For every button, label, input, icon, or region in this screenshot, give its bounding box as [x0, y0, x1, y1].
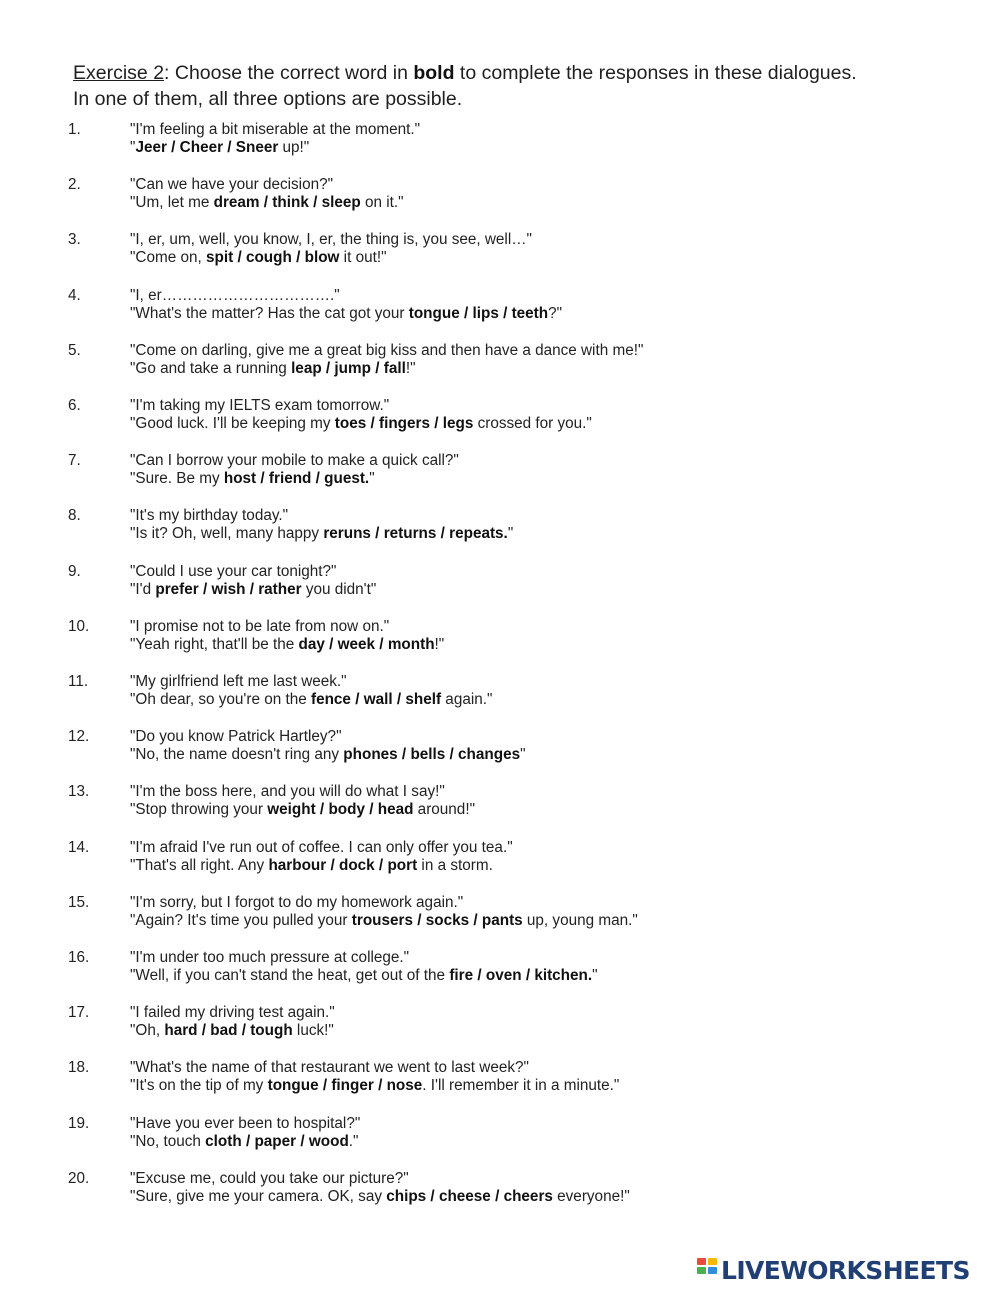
option-separator: /: [459, 304, 473, 322]
logo-block-l: [697, 1258, 706, 1265]
response-text-post: around!": [413, 801, 475, 819]
answer-option[interactable]: teeth: [511, 304, 549, 322]
option-separator: /: [413, 911, 426, 929]
option-separator: /: [397, 746, 411, 764]
response-text-post: in a storm.: [417, 856, 493, 874]
response-text-post: it out!": [339, 249, 387, 267]
dialogue-prompt: "Can we have your decision?": [130, 176, 334, 194]
option-separator: /: [469, 911, 482, 929]
response-text-pre: "Good luck. I'll be keeping my: [130, 415, 335, 432]
dialogue-item: [68, 727, 968, 771]
answer-option[interactable]: head: [377, 801, 414, 819]
item-number: 8.: [68, 507, 81, 525]
answer-option[interactable]: kitchen.: [534, 967, 593, 984]
response-text-pre: "That's all right. Any: [130, 856, 269, 874]
item-number: 10.: [68, 617, 90, 635]
logo-block-v: [697, 1267, 706, 1274]
response-text-pre: "No, the name doesn't ring any: [130, 746, 344, 764]
response-text-post: up!": [278, 139, 310, 156]
option-separator: /: [364, 801, 378, 819]
answer-option[interactable]: paper: [254, 1132, 297, 1150]
response-text-post: ": [520, 746, 526, 764]
exercise-instructions: [73, 60, 973, 112]
answer-option[interactable]: reruns: [323, 525, 371, 543]
option-separator: /: [259, 194, 273, 212]
dialogue-prompt: "Have you ever been to hospital?": [130, 1114, 361, 1132]
answer-option[interactable]: wall: [363, 691, 393, 708]
dialogue-prompt: "My girlfriend left me last week.": [130, 673, 347, 690]
dialogue-item: [68, 672, 968, 716]
response-text-post: on it.": [360, 194, 404, 212]
dialogue-prompt: "What's the name of that restaurant we went to last week?": [130, 1059, 529, 1077]
answer-option[interactable]: socks: [425, 911, 470, 929]
answer-option[interactable]: fingers: [378, 415, 430, 432]
item-number: 4.: [68, 286, 81, 304]
answer-option[interactable]: cheese: [438, 1187, 491, 1205]
dialogue-response: [130, 911, 638, 930]
item-number: 19.: [68, 1114, 90, 1132]
dialogue-item: [68, 838, 968, 882]
option-separator: /: [373, 1077, 387, 1095]
answer-option[interactable]: finger: [331, 1077, 374, 1095]
item-number: 3.: [68, 231, 81, 249]
response-text-post: up, young man.": [522, 911, 638, 929]
option-separator: /: [445, 746, 459, 764]
answer-option[interactable]: jump: [334, 359, 371, 377]
option-separator: /: [197, 1022, 211, 1040]
dialogue-item: [68, 617, 968, 661]
response-text-post: ": [369, 470, 375, 488]
item-number: 17.: [68, 1004, 90, 1022]
answer-option[interactable]: wood: [308, 1132, 349, 1150]
answer-option[interactable]: lips: [472, 304, 499, 322]
dialogue-prompt: "Can I borrow your mobile to make a quick call?": [130, 452, 459, 470]
dialogue-prompt: "I failed my driving test again.": [130, 1004, 335, 1022]
dialogue-response: [130, 138, 309, 157]
answer-option[interactable]: phones: [343, 746, 398, 764]
item-number: 5.: [68, 341, 81, 359]
dialogue-item: [68, 562, 968, 606]
answer-option[interactable]: guest.: [324, 470, 370, 488]
exercise-label: Exercise 2: [73, 62, 165, 84]
answer-option[interactable]: blow: [304, 249, 340, 267]
response-text-pre: "I'd: [130, 580, 156, 598]
answer-option[interactable]: tough: [250, 1022, 293, 1040]
response-text-post: . I'll remember it in a minute.": [422, 1077, 620, 1095]
answer-option[interactable]: port: [387, 856, 418, 874]
item-number: 12.: [68, 728, 90, 746]
response-text-pre: ": [130, 139, 136, 156]
option-separator: /: [166, 139, 180, 156]
answer-option[interactable]: dream: [213, 194, 260, 212]
response-text-pre: "Again? It's time you pulled your: [130, 911, 352, 929]
answer-option[interactable]: returns: [383, 525, 437, 543]
instruction-line-2: In one of them, all three options are possible.: [73, 88, 463, 110]
dialogue-item: [68, 1114, 968, 1158]
dialogue-item: [68, 396, 968, 440]
dialogue-prompt: "I, er, um, well, you know, I, er, the thing is, you see, well…": [130, 231, 532, 249]
option-separator: /: [366, 415, 379, 432]
dialogue-response: [130, 248, 387, 267]
response-text-post: ?": [548, 304, 563, 322]
response-text-post: again.": [441, 691, 493, 708]
dialogue-response: [130, 524, 513, 543]
option-separator: /: [521, 967, 535, 984]
response-text-pre: "Sure. Be my: [130, 470, 224, 488]
option-separator: /: [241, 1132, 255, 1150]
dialogue-item: [68, 1058, 968, 1102]
item-number: 9.: [68, 562, 81, 580]
answer-option[interactable]: Cheer: [179, 139, 224, 156]
item-number: 14.: [68, 838, 90, 856]
item-number: 2.: [68, 176, 81, 194]
option-separator: /: [308, 194, 322, 212]
dialogue-response: [130, 1021, 334, 1040]
answer-option[interactable]: nose: [386, 1077, 423, 1095]
dialogue-item: [68, 120, 968, 164]
dialogue-response: [130, 1187, 630, 1206]
dialogue-prompt: "I'm under too much pressure at college.": [130, 949, 410, 966]
logo-text: LIVEWORKSHEETS: [721, 1256, 970, 1285]
answer-option[interactable]: body: [328, 801, 365, 819]
answer-option[interactable]: leap: [291, 359, 322, 377]
dialogue-prompt: "I'm afraid I've run out of coffee. I can only offer you tea.": [130, 838, 513, 856]
answer-option[interactable]: rather: [258, 580, 302, 598]
answer-option[interactable]: trousers: [351, 911, 413, 929]
option-separator: /: [315, 801, 329, 819]
dialogue-item: [68, 893, 968, 937]
response-text-pre: "Yeah right, that'll be the: [130, 635, 299, 653]
option-separator: /: [326, 856, 339, 874]
option-separator: /: [370, 359, 384, 377]
answer-option[interactable]: cheers: [503, 1187, 553, 1205]
answer-option[interactable]: cough: [245, 249, 292, 267]
dialogue-item: [68, 1003, 968, 1047]
dialogue-prompt: "I, er…………………………….": [130, 286, 340, 304]
answer-option[interactable]: fire: [449, 967, 474, 984]
answer-option[interactable]: tongue: [267, 1077, 319, 1095]
response-text-pre: "Go and take a running: [130, 359, 292, 377]
item-number: 18.: [68, 1059, 90, 1077]
answer-option[interactable]: prefer: [155, 580, 199, 598]
response-text-pre: "It's on the tip of my: [130, 1077, 268, 1095]
option-separator: /: [198, 580, 212, 598]
option-separator: /: [223, 139, 236, 156]
option-separator: /: [490, 1187, 504, 1205]
dialogue-prompt: "It's my birthday today.": [130, 507, 289, 525]
instruction-line-1: [73, 60, 973, 86]
answer-option[interactable]: pants: [481, 911, 523, 929]
answer-option[interactable]: changes: [458, 746, 521, 764]
answer-option[interactable]: wish: [211, 580, 246, 598]
response-text-post: !": [405, 359, 416, 377]
dialogue-prompt: "Could I use your car tonight?": [130, 562, 337, 580]
option-separator: /: [321, 359, 335, 377]
option-separator: /: [291, 249, 305, 267]
answer-option[interactable]: week: [337, 635, 376, 653]
answer-option[interactable]: friend: [268, 470, 312, 488]
option-separator: /: [296, 1132, 309, 1150]
response-text-pre: "Come on,: [130, 249, 206, 267]
dialogue-prompt: "I'm the boss here, and you will do what I say!": [130, 783, 445, 801]
dialogue-response: [130, 414, 592, 433]
response-text-post: !": [434, 635, 445, 653]
answer-option[interactable]: sleep: [321, 194, 361, 212]
dialogue-response: [130, 580, 376, 599]
answer-option[interactable]: chips: [386, 1187, 427, 1205]
dialogue-response: [130, 1076, 619, 1095]
instruction-bold-word: bold: [413, 62, 455, 84]
dialogue-response: [130, 690, 492, 709]
option-separator: /: [426, 1187, 439, 1205]
answer-option[interactable]: harbour: [268, 856, 327, 874]
dialogue-item: [68, 286, 968, 330]
answer-option[interactable]: dock: [338, 856, 375, 874]
option-separator: /: [370, 525, 384, 543]
option-separator: /: [245, 580, 259, 598]
item-number: 1.: [68, 121, 81, 138]
option-separator: /: [436, 525, 450, 543]
answer-option[interactable]: spit: [206, 249, 234, 267]
answer-option[interactable]: tongue: [408, 304, 460, 322]
answer-option[interactable]: shelf: [405, 691, 442, 708]
answer-option[interactable]: cloth: [205, 1132, 242, 1150]
dialogue-prompt: "Excuse me, could you take our picture?": [130, 1169, 409, 1187]
response-text-pre: "Well, if you can't stand the heat, get out of the: [130, 967, 450, 984]
answer-option[interactable]: fence: [310, 691, 351, 708]
option-separator: /: [311, 470, 325, 488]
response-text-post: ": [507, 525, 514, 543]
dialogue-prompt: "Do you know Patrick Hartley?": [130, 728, 342, 746]
dialogue-response: [130, 856, 493, 875]
logo-block-e: [708, 1267, 717, 1274]
answer-option[interactable]: weight: [267, 801, 316, 819]
dialogue-response: [130, 966, 598, 985]
dialogue-response: [130, 193, 404, 212]
dialogue-response: [130, 800, 475, 819]
answer-option[interactable]: fall: [383, 359, 406, 377]
dialogue-prompt: "I'm sorry, but I forgot to do my homework again.": [130, 893, 464, 911]
response-text-post: luck!": [292, 1022, 334, 1040]
response-text-post: you didn't": [301, 580, 377, 598]
answer-option[interactable]: Sneer: [235, 139, 279, 156]
dialogue-response: [130, 304, 562, 323]
dialogue-prompt: "Come on darling, give me a great big kiss and then have a dance with me!": [130, 341, 644, 359]
item-number: 20.: [68, 1169, 90, 1187]
item-number: 6.: [68, 397, 81, 414]
item-number: 7.: [68, 452, 81, 470]
item-number: 11.: [68, 673, 89, 690]
option-separator: /: [374, 856, 388, 874]
instruction-text-pre: : Choose the correct word in: [164, 62, 414, 84]
option-separator: /: [429, 415, 443, 432]
dialogue-item: [68, 948, 968, 992]
response-text-post: crossed for you.": [473, 415, 592, 432]
response-text-pre: "Oh,: [130, 1022, 165, 1040]
option-separator: /: [256, 470, 269, 488]
dialogue-item: [68, 175, 968, 219]
dialogue-prompt: "I'm feeling a bit miserable at the moment.": [130, 121, 421, 138]
logo-block-i: [708, 1258, 717, 1265]
response-text-post: ": [592, 967, 598, 984]
liveworksheets-logo: [697, 1253, 997, 1289]
dialogue-response: [130, 359, 416, 378]
dialogue-response: [130, 1132, 358, 1151]
dialogue-prompt: "I promise not to be late from now on.": [130, 617, 390, 635]
dialogue-item: [68, 1169, 968, 1213]
option-separator: /: [498, 304, 512, 322]
option-separator: /: [233, 249, 246, 267]
option-separator: /: [324, 635, 338, 653]
response-text-pre: "What's the matter? Has the cat got your: [130, 304, 409, 322]
answer-option[interactable]: bad: [210, 1022, 238, 1040]
dialogue-prompt: "I'm taking my IELTS exam tomorrow.": [130, 397, 390, 414]
response-text-post: .": [348, 1132, 359, 1150]
option-separator: /: [237, 1022, 251, 1040]
option-separator: /: [350, 691, 364, 708]
response-text-pre: "Stop throwing your: [130, 801, 268, 819]
dialogue-item: [68, 782, 968, 826]
answer-option[interactable]: think: [272, 194, 309, 212]
option-separator: /: [473, 967, 486, 984]
answer-option[interactable]: month: [387, 635, 435, 653]
response-text-pre: "No, touch: [130, 1132, 206, 1150]
response-text-post: everyone!": [552, 1187, 630, 1205]
item-number: 15.: [68, 893, 90, 911]
response-text-pre: "Is it? Oh, well, many happy: [130, 525, 324, 543]
dialogue-item: [68, 341, 968, 385]
dialogue-item: [68, 451, 968, 495]
dialogue-item: [68, 230, 968, 274]
answer-option[interactable]: day: [298, 635, 325, 653]
dialogue-response: [130, 635, 444, 654]
answer-option[interactable]: legs: [442, 415, 474, 432]
answer-option[interactable]: toes: [334, 415, 367, 432]
response-text-pre: "Um, let me: [130, 194, 214, 212]
option-separator: /: [318, 1077, 332, 1095]
dialogue-item: [68, 506, 968, 550]
dialogue-response: [130, 469, 375, 488]
response-text-pre: "Sure, give me your camera. OK, say: [130, 1187, 387, 1205]
answer-option[interactable]: oven: [485, 967, 522, 984]
answer-option[interactable]: repeats.: [449, 525, 508, 543]
dialogue-response: [130, 745, 526, 764]
answer-option[interactable]: host: [223, 470, 257, 488]
answer-option[interactable]: Jeer: [135, 139, 167, 156]
option-separator: /: [392, 691, 406, 708]
instruction-text-post: to complete the responses in these dialogues.: [454, 62, 857, 84]
item-number: 16.: [68, 949, 90, 966]
option-separator: /: [375, 635, 388, 653]
item-number: 13.: [68, 783, 90, 801]
liveworksheets-logo-icon: [697, 1258, 719, 1284]
response-text-pre: "Oh dear, so you're on the: [130, 691, 311, 708]
answer-option[interactable]: bells: [410, 746, 446, 764]
answer-option[interactable]: hard: [164, 1022, 198, 1040]
